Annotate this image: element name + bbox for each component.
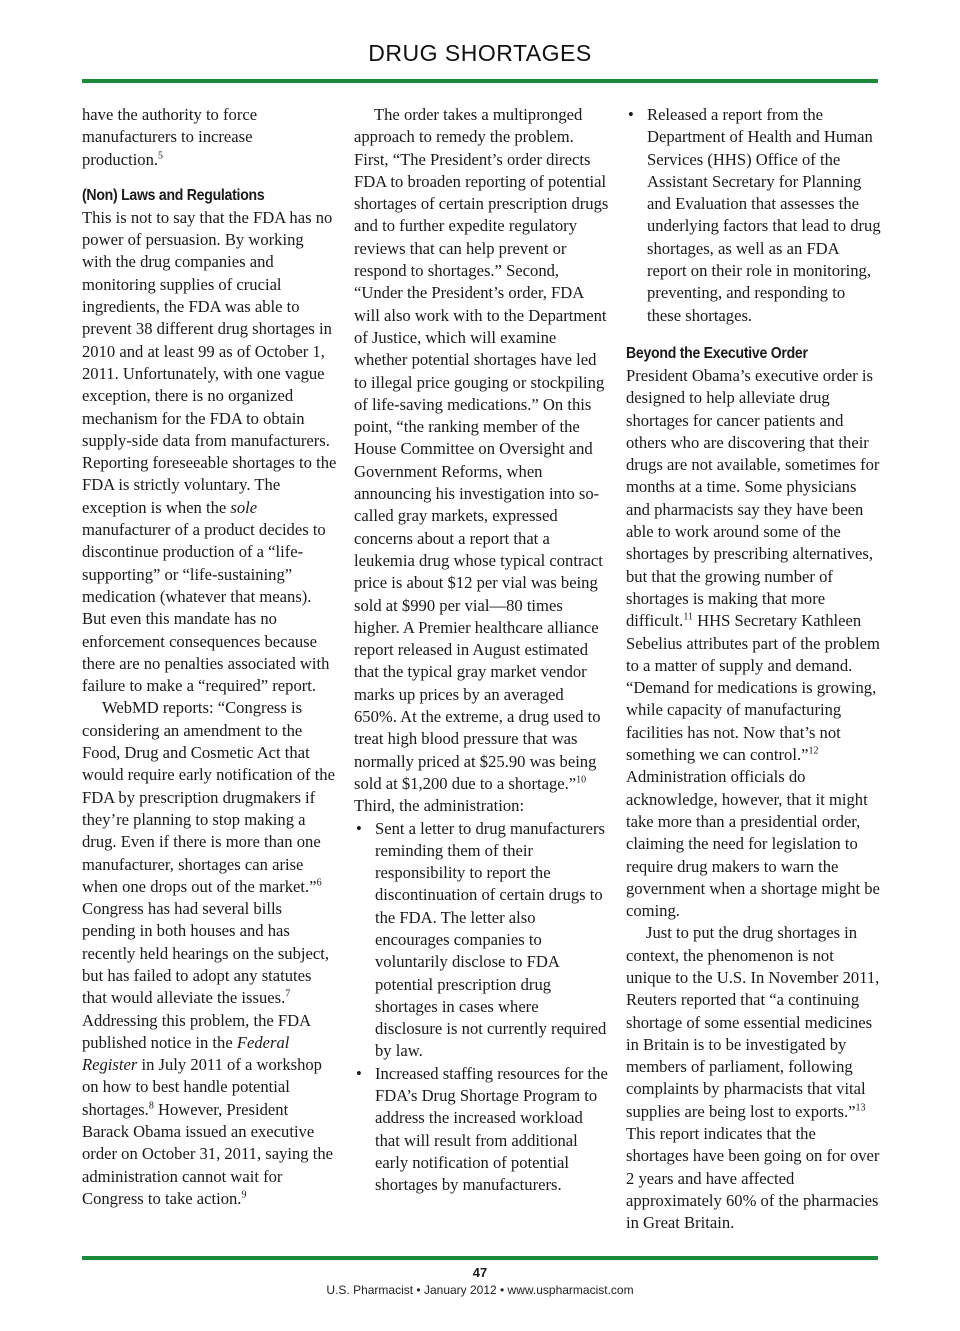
paragraph: Third, the administration:: [354, 796, 525, 816]
paragraph: have the authority to force manufacturers to increase production.$^5$: [82, 105, 258, 169]
footnote-ref: 9: [241, 1189, 247, 1201]
footnote-ref: 7: [285, 988, 291, 1000]
footnote-ref: 10: [576, 774, 587, 786]
list-item: • Sent a letter to drug manufacturers reminding them of their responsibility to report the discontinuation of certain drugs to the FDA. The letter also encourages companies to voluntarily disclose to FDA potential prescription drug shortages in cases where disclosure is not currently required by law.: [354, 818, 609, 1063]
footnote-ref: 5: [158, 150, 164, 162]
footer-rule: [82, 1256, 878, 1260]
paragraph: The order takes a multipronged approach to remedy the problem. First, “The President’s order directs FDA to broaden reporting of potential shortages of certain prescription drugs and to further expedite regulatory reviews that can help prevent or respond to shortages.” Second, “Under the President’s order, FDA will also work with to the Department of Justice, which will examine whether potential shortages have led to illegal price gouging or stockpiling of life-saving medications.” On this point, “the ranking member of the House Committee on Oversight and Government Reforms, when announcing his investigation into so-called gray markets, expressed concerns about a report that a leukemia drug whose typical contract price is about $12 per vial was being sold at $990 per vial—80 times higher. A Premier healthcare alliance report released in August estimated that the typical gray market vendor marks up prices by an averaged 650%. At the extreme, a drug used to treat high blood pressure that was normally priced at $25.90 was being sold at $1,200 due to a shortage.”$^{10}$: [354, 105, 609, 793]
section-heading-beyond: Beyond the Executive Order: [626, 344, 808, 362]
paragraph: President Obama’s executive order is designed to help alleviate drug shortages for cancer patients and others who are discovering that their drugs are not available, sometimes for months at a time. Some physicians and pharmacists say they have been able to work around some of the shortages by prescribing alternatives, but that the growing number of shortages is making that more difficult.$^{11}$ HHS Secretary Kathleen Sebelius attributes part of the problem to a matter of supply and demand. “Demand for medications is growing, while capacity of manufacturing facilities has not. Now that’s not something we can control.”$^{12}$ Administration officials do acknowledge, however, that it might take more than a presidential order, claiming the need for legislation to require drug makers to warn the government when a shortage might be coming.: [626, 365, 880, 921]
bullet-list: [354, 818, 609, 1197]
running-header: DRUG SHORTAGES: [368, 40, 592, 66]
section-heading-laws: (Non) Laws and Regulations: [82, 186, 265, 204]
footnote-ref: 6: [316, 877, 322, 889]
paragraph: Just to put the drug shortages in context, the phenomenon is not unique to the U.S. In November 2011, Reuters reported that “a continuing shortage of some essential medicines in Britain is to be investigated by members of parliament, following complaints by pharmacists that vital supplies are being lost to exports.”$^{13}$ This report indicates that the shortages have been going on for over 2 years and have affected approximately 60% of the pharmacies in Great Britain.: [626, 923, 880, 1233]
article-column-1: [82, 104, 337, 1210]
article-column-2: [354, 104, 609, 1197]
paragraph: WebMD reports: “Congress is considering an amendment to the Food, Drug and Cosmetic Act that would require early notification of the FDA by prescription drugmakers if they’re planning to stop making a drug. Even if there is more than one manufacturer, shortages can arise when one drops out of the market.”$^6$ Congress has had several bills pending in both houses and has recently held hearings on the subject, but has failed to adopt any statutes that would alleviate the issues.$^7$ Addressing this problem, the FDA published notice in the Federal Register in July 2011 of a workshop on how to best handle potential shortages.$^8$ However, President Barack Obama issued an executive order on October 31, 2011, saying the administration cannot wait for Congress to take action.$^9$: [82, 698, 335, 1208]
footnote-ref: 13: [855, 1102, 866, 1114]
footer-publication-info: U.S. Pharmacist • January 2012 • www.uspharmacist.com: [326, 1283, 634, 1297]
paragraph: This is not to say that the FDA has no power of persuasion. By working with the drug companies and monitoring supplies of crucial ingredients, the FDA was able to prevent 38 different drug shortages in 2010 and at least 99 as of October 1, 2011. Unfortunately, with one vague exception, there is no organized mechanism for the FDA to obtain supply-side data from manufacturers. Reporting foreseeable shortages to the FDA is strictly voluntary. The exception is when the sole manufacturer of a product decides to discontinue production of a “life-supporting” or “life-sustaining” medication (whatever that means). But even this mandate has no enforcement consequences because there are no penalties associated with failure to make a “required” report.: [82, 207, 337, 696]
footnote-ref: 8: [148, 1100, 154, 1112]
list-item: • Released a report from the Department of Health and Human Services (HHS) Office of the Assistant Secretary for Planning and Evaluation that assesses the underlying factors that lead to drug shortages, as well as an FDA report on their role in monitoring, preventing, and responding to these shortages.: [626, 104, 881, 327]
list-item: • Increased staffing resources for the FDA’s Drug Shortage Program to address the increased workload that will result from additional early notification of potential shortages by manufacturers.: [354, 1063, 609, 1197]
page-number: 47: [472, 1265, 488, 1280]
footnote-ref: 12: [808, 745, 819, 757]
header-rule: [82, 79, 878, 83]
bullet-list: [626, 104, 881, 327]
article-column-3: [626, 104, 881, 1235]
footnote-ref: 11: [683, 611, 693, 623]
